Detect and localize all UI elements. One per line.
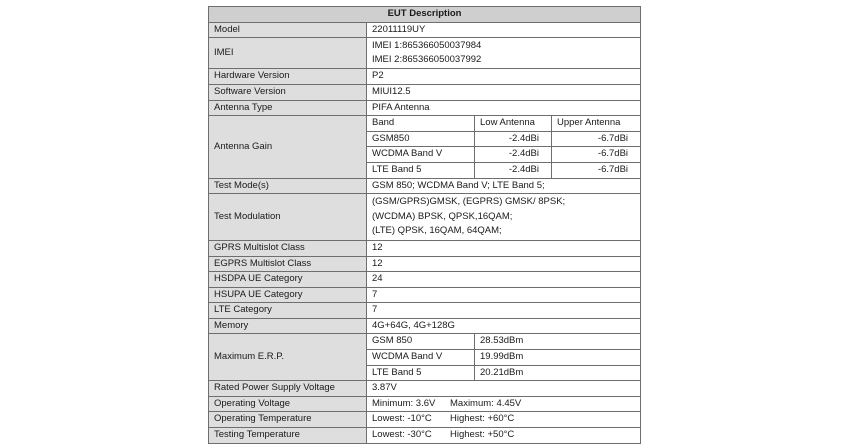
row-value: MIUI12.5 bbox=[367, 84, 641, 100]
row-label: GPRS Multislot Class bbox=[209, 240, 367, 256]
row-label: HSDPA UE Category bbox=[209, 272, 367, 288]
table-row bbox=[209, 318, 641, 334]
table-row bbox=[209, 69, 641, 85]
row-value: 4G+64G, 4G+128G bbox=[367, 318, 641, 334]
table-row bbox=[209, 303, 641, 319]
erp-value: 19.99dBm bbox=[475, 350, 641, 366]
row-label: Hardware Version bbox=[209, 69, 367, 85]
gain-band: GSM850 bbox=[367, 131, 475, 147]
erp-band: WCDMA Band V bbox=[367, 350, 475, 366]
row-label: Test Modulation bbox=[209, 194, 367, 241]
imei-2: IMEI 2:865366050037992 bbox=[372, 54, 482, 66]
max-value: Highest: +60°C bbox=[450, 413, 515, 425]
table-row bbox=[209, 240, 641, 256]
table-row bbox=[209, 396, 641, 412]
row-label: Operating Temperature bbox=[209, 412, 367, 428]
erp-band: GSM 850 bbox=[367, 334, 475, 350]
row-value: 7 bbox=[367, 303, 641, 319]
min-value: Lowest: -30°C bbox=[372, 429, 432, 441]
eut-description-table bbox=[208, 6, 641, 444]
row-label: Rated Power Supply Voltage bbox=[209, 381, 367, 397]
modulation-line: (WCDMA) BPSK, QPSK,16QAM; bbox=[372, 210, 513, 222]
table-title: EUT Description bbox=[209, 7, 641, 23]
row-label: Maximum E.R.P. bbox=[209, 334, 367, 381]
row-value: 3.87V bbox=[367, 381, 641, 397]
row-value: 24 bbox=[367, 272, 641, 288]
row-label: Test Mode(s) bbox=[209, 178, 367, 194]
gain-upper: -6.7dBi bbox=[552, 131, 641, 147]
row-label: EGPRS Multislot Class bbox=[209, 256, 367, 272]
row-label: Antenna Type bbox=[209, 100, 367, 116]
row-value bbox=[367, 428, 641, 444]
table-row bbox=[209, 287, 641, 303]
row-label: Software Version bbox=[209, 84, 367, 100]
row-label: Operating Voltage bbox=[209, 396, 367, 412]
row-label: Testing Temperature bbox=[209, 428, 367, 444]
erp-value: 28.53dBm bbox=[475, 334, 641, 350]
table-row bbox=[209, 256, 641, 272]
erp-band: LTE Band 5 bbox=[367, 365, 475, 381]
row-label: LTE Category bbox=[209, 303, 367, 319]
max-value: Maximum: 4.45V bbox=[450, 397, 522, 409]
row-value: 12 bbox=[367, 240, 641, 256]
erp-value: 20.21dBm bbox=[475, 365, 641, 381]
modulation-line: (GSM/GPRS)GMSK, (EGPRS) GMSK/ 8PSK; bbox=[372, 196, 566, 208]
row-value bbox=[367, 412, 641, 428]
row-value bbox=[367, 396, 641, 412]
row-label: Memory bbox=[209, 318, 367, 334]
gain-header-upper: Upper Antenna bbox=[552, 116, 641, 132]
row-value: 7 bbox=[367, 287, 641, 303]
row-label: IMEI bbox=[209, 38, 367, 69]
row-value: P2 bbox=[367, 69, 641, 85]
table-row bbox=[209, 381, 641, 397]
gain-low: -2.4dBi bbox=[475, 131, 552, 147]
table-row bbox=[209, 84, 641, 100]
gain-upper: -6.7dBi bbox=[552, 147, 641, 163]
table-row bbox=[209, 334, 641, 350]
table-row bbox=[209, 194, 641, 241]
row-label: HSUPA UE Category bbox=[209, 287, 367, 303]
row-value: 22011119UY bbox=[367, 22, 641, 38]
table-row bbox=[209, 100, 641, 116]
table-row bbox=[209, 178, 641, 194]
table-row bbox=[209, 22, 641, 38]
min-value: Lowest: -10°C bbox=[372, 413, 432, 425]
gain-band: LTE Band 5 bbox=[367, 162, 475, 178]
row-label: Antenna Gain bbox=[209, 116, 367, 178]
gain-band: WCDMA Band V bbox=[367, 147, 475, 163]
table-header-row bbox=[209, 7, 641, 23]
gain-header-band: Band bbox=[367, 116, 475, 132]
gain-header-low: Low Antenna bbox=[475, 116, 552, 132]
imei-1: IMEI 1:865366050037984 bbox=[372, 39, 482, 51]
gain-low: -2.4dBi bbox=[475, 162, 552, 178]
row-value bbox=[367, 194, 641, 241]
table-row bbox=[209, 428, 641, 444]
row-value: 12 bbox=[367, 256, 641, 272]
row-label: Model bbox=[209, 22, 367, 38]
row-value: PIFA Antenna bbox=[367, 100, 641, 116]
table-row bbox=[209, 38, 641, 69]
row-value: GSM 850; WCDMA Band V; LTE Band 5; bbox=[367, 178, 641, 194]
table-row bbox=[209, 116, 641, 132]
table-row bbox=[209, 412, 641, 428]
min-value: Minimum: 3.6V bbox=[372, 397, 436, 409]
gain-low: -2.4dBi bbox=[475, 147, 552, 163]
modulation-line: (LTE) QPSK, 16QAM, 64QAM; bbox=[372, 225, 502, 237]
max-value: Highest: +50°C bbox=[450, 429, 515, 441]
gain-upper: -6.7dBi bbox=[552, 162, 641, 178]
row-value bbox=[367, 38, 641, 69]
table-row bbox=[209, 272, 641, 288]
